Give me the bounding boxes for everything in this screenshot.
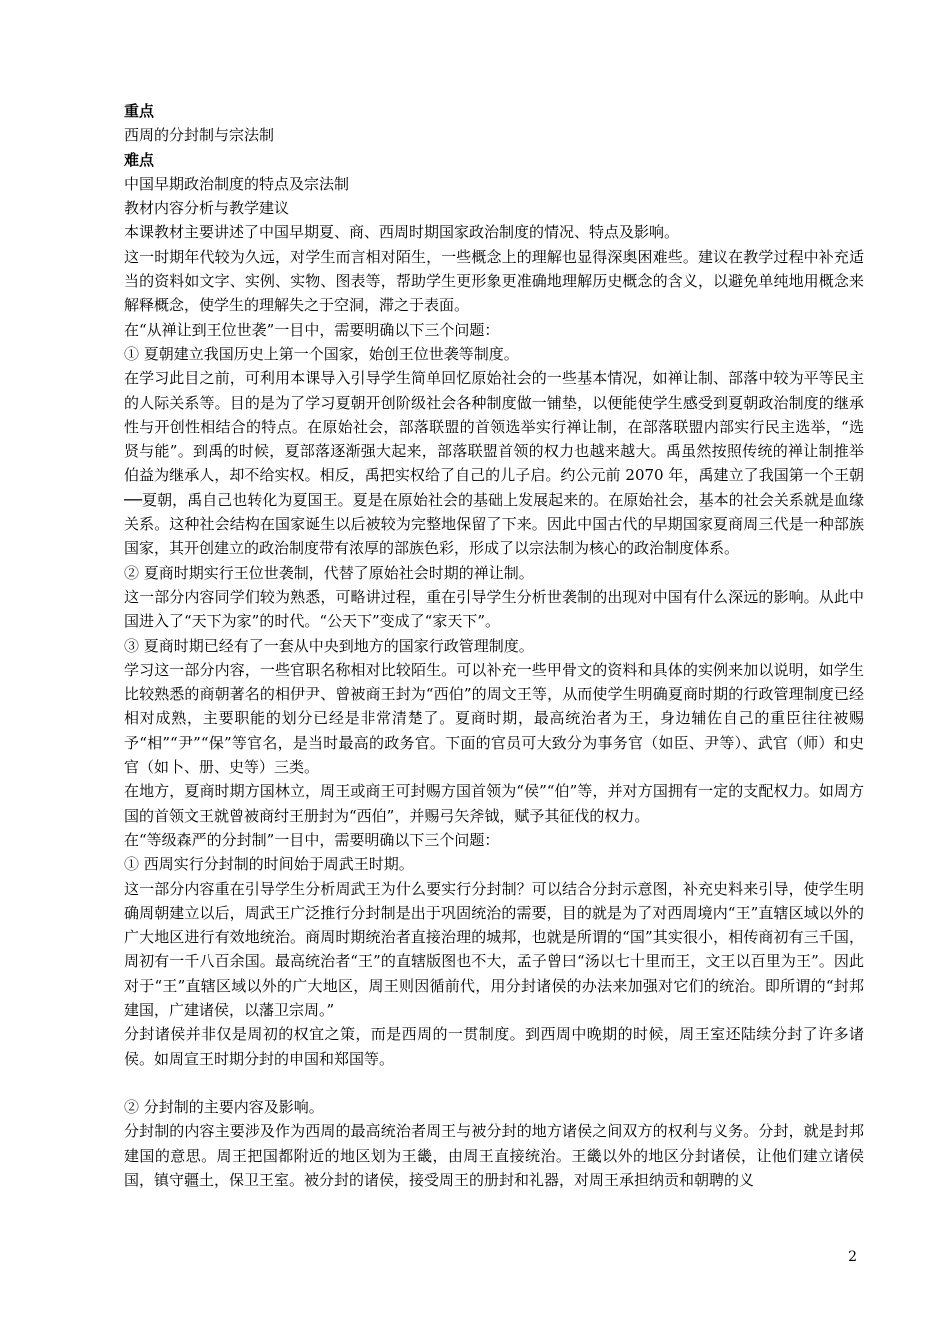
page-number: 2 xyxy=(848,1249,857,1265)
difficulties-text: 中国早期政治制度的特点及宗法制 xyxy=(124,174,350,193)
paragraph: ③ 夏商时期已经有了一套从中央到地方的国家行政管理制度。 xyxy=(124,636,534,655)
paragraph: 分封制的内容主要涉及作为西周的最高统治者周王与被分封的地方诸侯之间双方的权利与义务。分封，就是封邦建国的意思。周王把国都附近的地区划为王畿，由周王直接统治。王畿以外的地区分封诸侯，让他们建立诸侯国，镇守疆土，保卫王室。被分封的诸侯，接受周王的册封和礼器，对周王承担纳贡和朝聘的义 xyxy=(124,1122,864,1190)
paragraph: 在学习此目之前，可利用本课导入引导学生简单回忆原始社会的一些基本情况，如禅让制、部落中较为平等民主的人际关系等。目的是为了学习夏朝开创阶级社会各种制度做一铺垫，以便能使学生感受到夏朝政治制度的继承性与开创性相结合的特点。在原始社会，部落联盟的首领选举实行禅让制，在部落联盟内部实行民主选举，“选贤与能”。到禹的时候，夏部落逐渐强大起来，部落联盟首领的权力也越来越大。禹虽然按照传统的禅让制推举伯益为继承人，却不给实权。相反，禹把实权给了自己的儿子启。约公元前 2070 年，禹建立了我国第一个王朝──夏朝，禹自己也转化为夏国王。夏是在原始社会的基础上发展起来的。在原始社会，基本的社会关系就是血缘关系。这种社会结构在国家诞生以后被较为完整地保留了下来。因此中国古代的早期国家夏商周三代是一种部族国家，其开创建立的政治制度带有浓厚的部族色彩，形成了以宗法制为核心的政治制度体系。 xyxy=(124,369,864,558)
paragraph: 在地方，夏商时期方国林立，周王或商王可封赐方国首领为“侯”“伯”等，并对方国拥有一定的支配权力。如周方国的首领文王就曾被商纣王册封为“西伯”，并赐弓矢斧钺，赋予其征伐的权力。 xyxy=(124,782,864,825)
key-points-text: 西周的分封制与宗法制 xyxy=(124,126,275,145)
paragraph: 这一部分内容同学们较为熟悉，可略讲过程，重在引导学生分析世袭制的出现对中国有什么深远的影响。从此中国进入了“天下为家”的时代。“公天下”变成了“家天下”。 xyxy=(124,587,864,631)
paragraph: 学习这一部分内容，一些官职名称相对比较陌生。可以补充一些甲骨文的资料和具体的实例来加以说明，如学生比较熟悉的商朝著名的相伊尹、曾被商王封为“西伯”的周文王等，从而使学生明确夏商时期的行政管理制度已经相对成熟，主要职能的划分已经是非常清楚了。夏商时期，最高统治者为王，身边辅佐自己的重臣往往被赐予“相”“尹”“保”等官名，是当时最高的政务官。下面的官员可大致分为事务官（如臣、尹等）、武官（师）和史官（如卜、册、史等）三类。 xyxy=(124,660,864,777)
document-body xyxy=(124,99,864,1192)
paragraph: ① 夏朝建立我国历史上第一个国家，始创王位世袭等制度。 xyxy=(124,344,519,363)
paragraph: 在“等级森严的分封制”一目中，需要明确以下三个问题： xyxy=(124,830,500,849)
paragraph: 在“从禅让到王位世袭”一目中，需要明确以下三个问题： xyxy=(124,320,500,339)
paragraph: ① 西周实行分封制的时间始于周武王时期。 xyxy=(124,855,414,874)
paragraph: ② 夏商时期实行王位世袭制，代替了原始社会时期的禅让制。 xyxy=(124,563,534,582)
key-points-heading: 重点 xyxy=(124,102,155,120)
paragraph: 分封诸侯并非仅是周初的权宜之策，而是西周的一贯制度。到西周中晚期的时候，周王室还陆续分封了许多诸侯。如周宣王时期分封的申国和郑国等。 xyxy=(124,1025,864,1068)
difficulties-heading: 难点 xyxy=(124,150,155,169)
paragraph: 这一部分内容重在引导学生分析周武王为什么要实行分封制？可以结合分封示意图，补充史料来引导，使学生明确周朝建立以后，周武王广泛推行分封制是出于巩固统治的需要，目的就是为了对西周境内“王”直辖区域以外的广大地区进行有效地统治。商周时期统治者直接治理的城邦，也就是所谓的“国”其实很小，相传商初有三千国，周初有一千八百余国。最高统治者“王”的直辖版图也不大，孟子曾曰“汤以七十里而王，文王以百里为王”。因此对于“王”直辖区域以外的广大地区，周王则因循前代，用分封诸侯的办法来加强对它们的统治。即所谓的“封邦建国，广建诸侯，以藩卫宗周。” xyxy=(124,879,864,1019)
paragraph: 这一时期年代较为久远，对学生而言相对陌生，一些概念上的理解也显得深奥困难些。建议在教学过程中补充适当的资料如文字、实例、实物、图表等，帮助学生更形象更准确地理解历史概念的含义，以避免单纯地用概念来解释概念，使学生的理解失之于空洞，滞之于表面。 xyxy=(124,247,864,315)
paragraph: ② 分封制的主要内容及影响。 xyxy=(124,1098,324,1117)
analysis-title: 教材内容分析与教学建议 xyxy=(124,199,290,218)
paragraph: 本课教材主要讲述了中国早期夏、商、西周时期国家政治制度的情况、特点及影响。 xyxy=(124,223,680,242)
paragraph-gap xyxy=(124,1071,864,1095)
